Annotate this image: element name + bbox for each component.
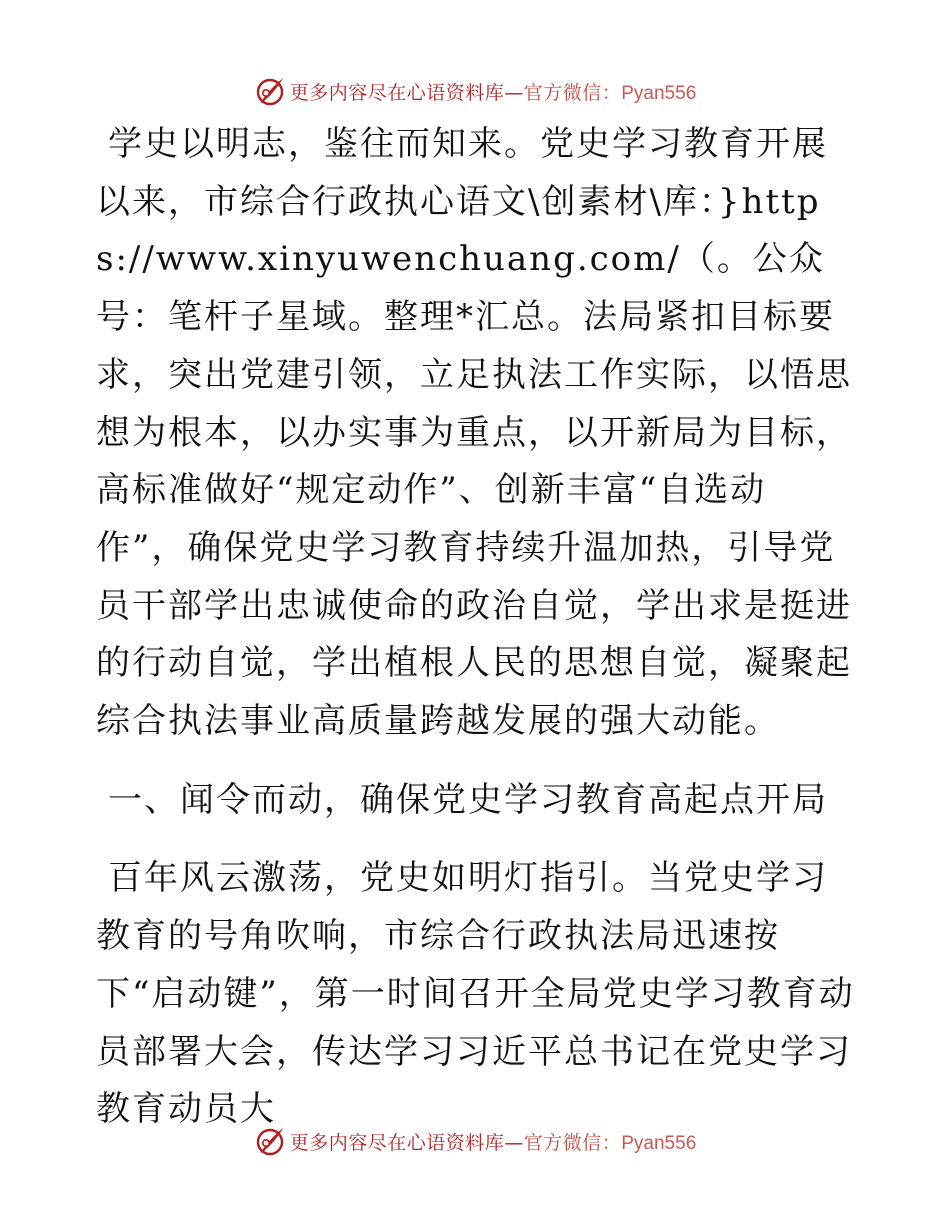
footer-banner-text bbox=[290, 1128, 697, 1155]
paragraph-1: 学史以明志，鉴往而知来。党史学习教育开展以来，市综合行政执心语文\创素材\库：}https://www.xinyuwenchuang.com/（。公众号：笔杆子星域。整理*汇总。法局紧扣目标要求，突出党建引领，立足执法工作实际，以悟思想为根本，以办实事为重点，以开新局为目标，高标准做好“规定动作”、创新丰富“自选动作”，确保党史学习教育持续升温加热，引导党员干部学出忠诚使命的政治自觉，学出求是挺进的行动自觉，学出植根人民的思想自觉，凝聚起综合执法事业高质量跨越发展的强大动能。 bbox=[96, 124, 852, 742]
footer-banner-main: 更多内容尽在心语资料库 bbox=[289, 1131, 505, 1154]
quill-logo-icon bbox=[254, 75, 286, 107]
header-banner-dash: — bbox=[504, 81, 524, 104]
document-body bbox=[96, 116, 856, 1139]
header-banner-wechat: 官方微信： bbox=[523, 81, 622, 104]
header-banner-handle: Pyan556 bbox=[621, 82, 697, 104]
header-banner-text bbox=[290, 78, 697, 105]
section-heading-1: 一、闻令而动，确保党史学习教育高起点开局 bbox=[108, 779, 828, 820]
header-banner-main: 更多内容尽在心语资料库 bbox=[289, 81, 505, 104]
footer-banner-handle: Pyan556 bbox=[621, 1132, 697, 1154]
header-banner bbox=[0, 71, 950, 111]
footer-banner bbox=[0, 1121, 950, 1161]
paragraph-2: 百年风云激荡，党史如明灯指引。当党史学习教育的号角吹响，市综合行政执法局迅速按下“启动键”，第一时间召开全局党史学习教育动员部署大会，传达学习习近平总书记在党史学习教育动员大 bbox=[96, 858, 855, 1130]
footer-banner-wechat: 官方微信： bbox=[523, 1131, 622, 1154]
quill-logo-icon bbox=[254, 1125, 286, 1157]
footer-banner-dash: — bbox=[504, 1131, 524, 1154]
